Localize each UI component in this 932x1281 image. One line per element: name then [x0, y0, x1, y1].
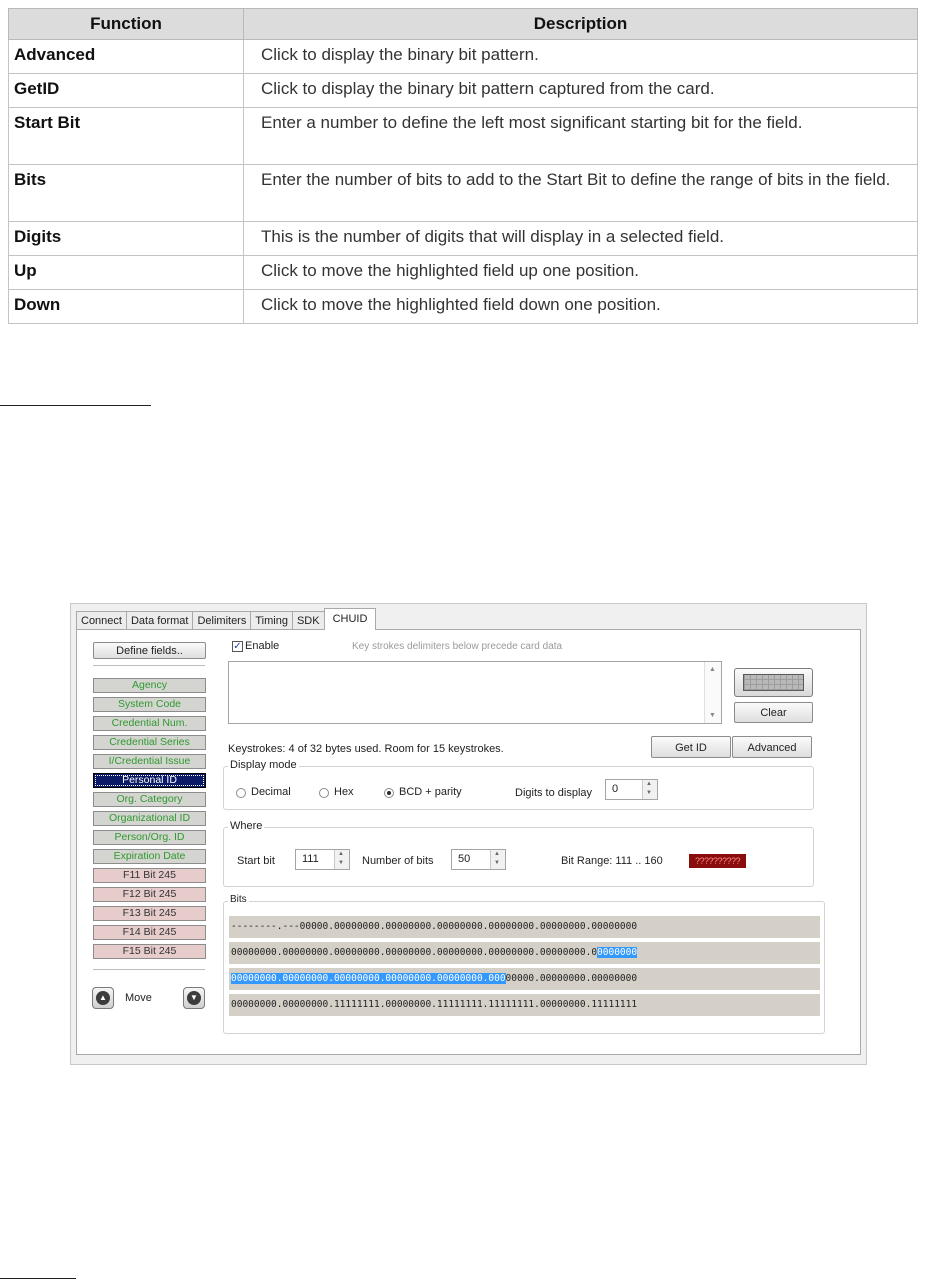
tab-delimiters[interactable]: Delimiters — [192, 611, 251, 630]
spinner-arrows[interactable]: ▲ ▼ — [642, 780, 657, 799]
field-button-person-org-id[interactable]: Person/Org. ID — [93, 830, 206, 845]
function-cell: Digits — [9, 222, 244, 256]
keystroke-delimiters-input[interactable] — [228, 661, 722, 724]
bits-title: Bits — [230, 894, 247, 905]
textarea-scrollbar[interactable] — [704, 662, 721, 723]
function-cell: Advanced — [9, 40, 244, 74]
field-button-credential-issue[interactable]: I/Credential Issue — [93, 754, 206, 769]
scroll-up-icon[interactable]: ▲ — [709, 666, 716, 673]
field-button-f15[interactable]: F15 Bit 245 — [93, 944, 206, 959]
radio-decimal[interactable] — [236, 788, 246, 798]
bit-row-segment: 00000.00000000.00000000 — [505, 973, 638, 984]
bit-row: --------.---00000.00000000.00000000.00000000.00000000.00000000.00000000 — [229, 916, 820, 938]
table-row — [9, 290, 918, 324]
enable-checkbox[interactable]: ✓ — [233, 641, 242, 652]
start-bit-value: 111 — [302, 853, 319, 865]
table-row — [9, 256, 918, 290]
field-button-organizational-id[interactable]: Organizational ID — [93, 811, 206, 826]
arrow-down-icon: ▼ — [187, 991, 201, 1005]
tab-connect[interactable]: Connect — [76, 611, 127, 630]
tab-chuid[interactable]: CHUID — [324, 608, 377, 630]
table-row — [9, 108, 918, 165]
move-label: Move — [125, 992, 152, 1004]
description-cell: Enter a number to define the left most significant starting bit for the field. — [244, 108, 918, 165]
radio-bcd-parity[interactable] — [384, 788, 394, 798]
number-of-bits-spinner[interactable] — [451, 849, 506, 870]
display-mode-title: Display mode — [230, 759, 297, 771]
field-button-f11[interactable]: F11 Bit 245 — [93, 868, 206, 883]
start-bit-spinner[interactable] — [295, 849, 350, 870]
field-button-credential-series[interactable]: Credential Series — [93, 735, 206, 750]
tab-data-format[interactable]: Data format — [126, 611, 193, 630]
arrow-up-icon: ▲ — [96, 991, 110, 1005]
section-underline-top — [0, 405, 151, 406]
display-mode-group — [223, 759, 814, 810]
radio-bcd-parity-label: BCD + parity — [399, 786, 462, 798]
function-description-table — [8, 8, 918, 324]
tab-strip — [76, 608, 375, 630]
radio-hex[interactable] — [319, 788, 329, 798]
scroll-down-icon[interactable]: ▼ — [709, 712, 716, 719]
bit-row-segment: 00000000.00000000.00000000.00000000.00000000.00000000.00000000.0 — [231, 947, 598, 958]
column-header-function: Function — [9, 9, 244, 40]
function-cell: Down — [9, 290, 244, 324]
function-cell: Up — [9, 256, 244, 290]
keystroke-hint: Key strokes delimiters below precede card data — [352, 641, 563, 652]
settings-dialog — [70, 603, 867, 1065]
bit-row — [229, 942, 820, 964]
tab-timing[interactable]: Timing — [250, 611, 293, 630]
section-underline-bottom — [0, 1278, 76, 1279]
number-of-bits-label: Number of bits — [362, 855, 434, 867]
bits-display[interactable] — [229, 916, 820, 1019]
table-row — [9, 74, 918, 108]
column-header-description: Description — [244, 9, 918, 40]
bit-row — [229, 968, 820, 990]
function-cell: GetID — [9, 74, 244, 108]
bit-row: 00000000.00000000.11111111.00000000.11111111.11111111.00000000.11111111 — [229, 994, 820, 1016]
description-cell: This is the number of digits that will display in a selected field. — [244, 222, 918, 256]
field-button-credential-num[interactable]: Credential Num. — [93, 716, 206, 731]
move-down-button[interactable] — [183, 987, 205, 1009]
field-button-personal-id[interactable]: Personal ID — [93, 773, 206, 788]
divider — [93, 665, 205, 666]
description-cell: Enter the number of bits to add to the Start Bit to define the range of bits in the field. — [244, 165, 918, 222]
get-id-button[interactable]: Get ID — [651, 736, 731, 758]
chuid-panel — [76, 629, 861, 1055]
radio-decimal-label: Decimal — [251, 786, 291, 798]
bits-group — [223, 894, 825, 1034]
keyboard-icon — [743, 674, 804, 691]
description-cell: Click to move the highlighted field down one position. — [244, 290, 918, 324]
bit-range-label: Bit Range: 111 .. 160 — [561, 855, 663, 867]
digits-to-display-label: Digits to display — [515, 787, 593, 799]
advanced-button[interactable]: Advanced — [732, 736, 812, 758]
digits-to-display-spinner[interactable] — [605, 779, 658, 800]
table-row — [9, 165, 918, 222]
digits-to-display-value: 0 — [612, 783, 619, 795]
field-button-expiration-date[interactable]: Expiration Date — [93, 849, 206, 864]
field-button-f13[interactable]: F13 Bit 245 — [93, 906, 206, 921]
divider — [93, 969, 205, 970]
where-title: Where — [230, 820, 263, 832]
enable-label: Enable — [245, 640, 280, 652]
bit-range-marker: ?????????? — [689, 854, 746, 868]
keyboard-button[interactable] — [734, 668, 813, 697]
field-button-f14[interactable]: F14 Bit 245 — [93, 925, 206, 940]
where-group — [223, 820, 814, 887]
field-button-f12[interactable]: F12 Bit 245 — [93, 887, 206, 902]
tab-sdk[interactable]: SDK — [292, 611, 325, 630]
spinner-arrows[interactable]: ▲ ▼ — [334, 850, 349, 869]
field-button-agency[interactable]: Agency — [93, 678, 206, 693]
define-fields-button[interactable]: Define fields.. — [93, 642, 206, 659]
table-row — [9, 40, 918, 74]
number-of-bits-value: 50 — [458, 853, 471, 865]
move-up-button[interactable] — [92, 987, 114, 1009]
spinner-arrows[interactable]: ▲ ▼ — [490, 850, 505, 869]
start-bit-label: Start bit — [237, 855, 275, 867]
bit-row-highlight: 0000000 — [597, 947, 638, 958]
field-button-org-category[interactable]: Org. Category — [93, 792, 206, 807]
function-cell: Bits — [9, 165, 244, 222]
keystrokes-status: Keystrokes: 4 of 32 bytes used. Room for 15 keystrokes. — [228, 743, 504, 755]
field-button-system-code[interactable]: System Code — [93, 697, 206, 712]
description-cell: Click to display the binary bit pattern. — [244, 40, 918, 74]
table-row — [9, 222, 918, 256]
clear-button[interactable]: Clear — [734, 702, 813, 723]
description-cell: Click to display the binary bit pattern captured from the card. — [244, 74, 918, 108]
function-cell: Start Bit — [9, 108, 244, 165]
bit-row-highlight: 00000000.00000000.00000000.00000000.00000000.000 — [231, 973, 506, 984]
description-cell: Click to move the highlighted field up one position. — [244, 256, 918, 290]
radio-hex-label: Hex — [334, 786, 354, 798]
